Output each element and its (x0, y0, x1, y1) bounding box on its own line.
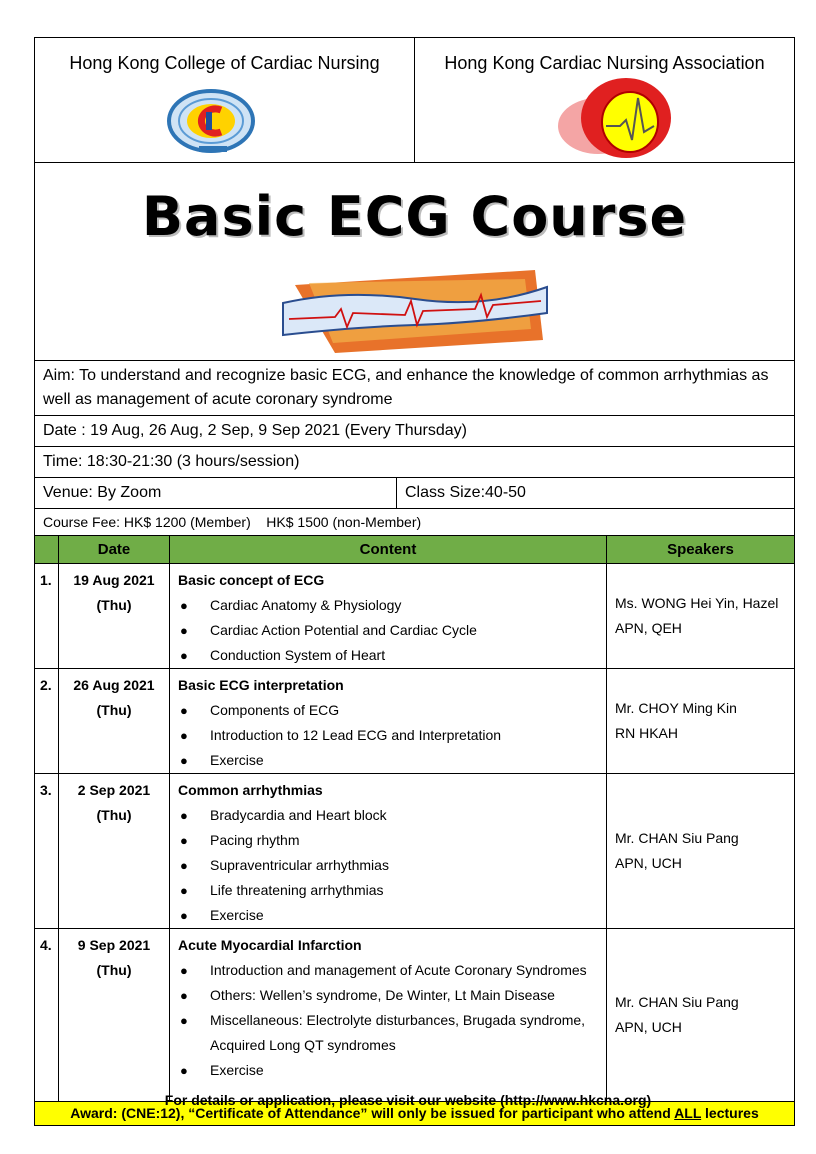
date-value: 26 Aug 2021 (73, 677, 155, 693)
speaker-cell (607, 929, 795, 1102)
row-number: 1. (35, 564, 59, 669)
time-text: Time: 18:30-21:30 (3 hours/session) (43, 453, 300, 470)
num-header (35, 536, 59, 564)
speaker-name: Mr. CHAN Siu Pang (615, 994, 739, 1010)
fee-text: Course Fee: HK$ 1200 (Member) HK$ 1500 (non-Member) (43, 514, 422, 530)
venue-row (35, 478, 794, 509)
content-bullet-item: ● Introduction and management of Acute Coronary Syndromes (178, 958, 600, 983)
date-value: 2 Sep 2021 (77, 782, 151, 798)
header-row (35, 38, 794, 163)
award-suffix: lectures (701, 1105, 759, 1121)
speaker-cell (607, 774, 795, 929)
day-value: (Thu) (96, 962, 132, 978)
content-bullet-item: ● Cardiac Action Potential and Cardiac Cycle (178, 618, 600, 643)
date-text: Date : 19 Aug, 26 Aug, 2 Sep, 9 Sep 2021 (Every Thursday) (43, 422, 467, 439)
speaker-role: APN, UCH (615, 855, 682, 871)
fee-row (35, 509, 794, 536)
hkcna-cell (414, 38, 794, 162)
topic-list (178, 698, 600, 773)
award-prefix: Award: (CNE:12), “Certificate of Attendance” will only be issued for participant who attend (70, 1105, 675, 1121)
content-bullet-item: ● Exercise (178, 748, 600, 773)
session-content (170, 564, 607, 669)
session-title: Basic concept of ECG (178, 572, 325, 588)
hkccn-name: Hong Kong College of Cardiac Nursing (69, 53, 380, 73)
row-number: 4. (35, 929, 59, 1102)
content-bullet-item: ● Components of ECG (178, 698, 600, 723)
venue-text: Venue: By Zoom (43, 484, 162, 501)
speaker-name: Ms. WONG Hei Yin, Hazel (615, 595, 779, 611)
session-date (59, 774, 170, 929)
speaker-name: Mr. CHOY Ming Kin (615, 700, 737, 716)
aim-row (35, 361, 794, 416)
aim-text: Aim: To understand and recognize basic ECG, and enhance the knowledge of common arrhythmias as well as management of acute coronary syndrome (43, 367, 769, 408)
content-bullet-item: ● Pacing rhythm (178, 828, 600, 853)
row-number: 3. (35, 774, 59, 929)
content-bullet-item: ● Supraventricular arrhythmias (178, 853, 600, 878)
date-value: 19 Aug 2021 (73, 572, 155, 588)
venue-cell (35, 478, 396, 508)
session-date (59, 669, 170, 774)
content-bullet-item: ● Miscellaneous: Electrolyte disturbances, Brugada syndrome, Acquired Long QT syndromes (178, 1008, 600, 1058)
content-bullet-item: ● Life threatening arrhythmias (178, 878, 600, 903)
content-bullet-item: ● Bradycardia and Heart block (178, 803, 600, 828)
hkccn-cell (35, 38, 414, 162)
session-title: Basic ECG interpretation (178, 677, 344, 693)
speaker-name: Mr. CHAN Siu Pang (615, 830, 739, 846)
flyer-frame (34, 37, 795, 1126)
row-number: 2. (35, 669, 59, 774)
day-value: (Thu) (96, 597, 132, 613)
class-size-text: Class Size:40-50 (405, 484, 526, 501)
course-title: Basic ECG Course (141, 185, 688, 248)
day-value: (Thu) (96, 807, 132, 823)
hkcna-name: Hong Kong Cardiac Nursing Association (444, 53, 765, 73)
topic-list (178, 958, 600, 1083)
ecg-strip-image (275, 265, 555, 355)
speakers-header: Speakers (607, 536, 795, 564)
title-row (35, 163, 794, 361)
content-bullet-item: ● Conduction System of Heart (178, 643, 600, 668)
session-date (59, 564, 170, 669)
topic-list (178, 593, 600, 668)
hkccn-logo (163, 88, 263, 158)
session-title: Acute Myocardial Infarction (178, 937, 362, 953)
speaker-role: APN, QEH (615, 620, 682, 636)
speaker-cell (607, 564, 795, 669)
time-row (35, 447, 794, 478)
topic-list (178, 803, 600, 928)
date-header: Date (59, 536, 170, 564)
session-content (170, 774, 607, 929)
table-row (35, 669, 794, 774)
day-value: (Thu) (96, 702, 132, 718)
footer-website-note: For details or application, please visit our website (http://www.hkcna.org) (164, 1092, 652, 1108)
content-header: Content (170, 536, 607, 564)
content-bullet-item: ● Introduction to 12 Lead ECG and Interpretation (178, 723, 600, 748)
session-content (170, 669, 607, 774)
session-date (59, 929, 170, 1102)
hkcna-logo (540, 76, 690, 166)
speaker-role: APN, UCH (615, 1019, 682, 1035)
award-emphasis: ALL (674, 1105, 702, 1121)
date-value: 9 Sep 2021 (77, 937, 151, 953)
content-bullet-item: ● Cardiac Anatomy & Physiology (178, 593, 600, 618)
session-content (170, 929, 607, 1102)
table-row (35, 929, 794, 1102)
date-row (35, 416, 794, 447)
table-row (35, 774, 794, 929)
content-bullet-item: ● Exercise (178, 903, 600, 928)
content-bullet-item: ● Exercise (178, 1058, 600, 1083)
table-row (35, 564, 794, 669)
speaker-cell (607, 669, 795, 774)
table-header-row (35, 536, 794, 564)
content-bullet-item: ● Others: Wellen’s syndrome, De Winter, Lt Main Disease (178, 983, 600, 1008)
session-title: Common arrhythmias (178, 782, 323, 798)
schedule-table (35, 536, 794, 1102)
class-size-cell (396, 478, 534, 508)
speaker-role: RN HKAH (615, 725, 679, 741)
